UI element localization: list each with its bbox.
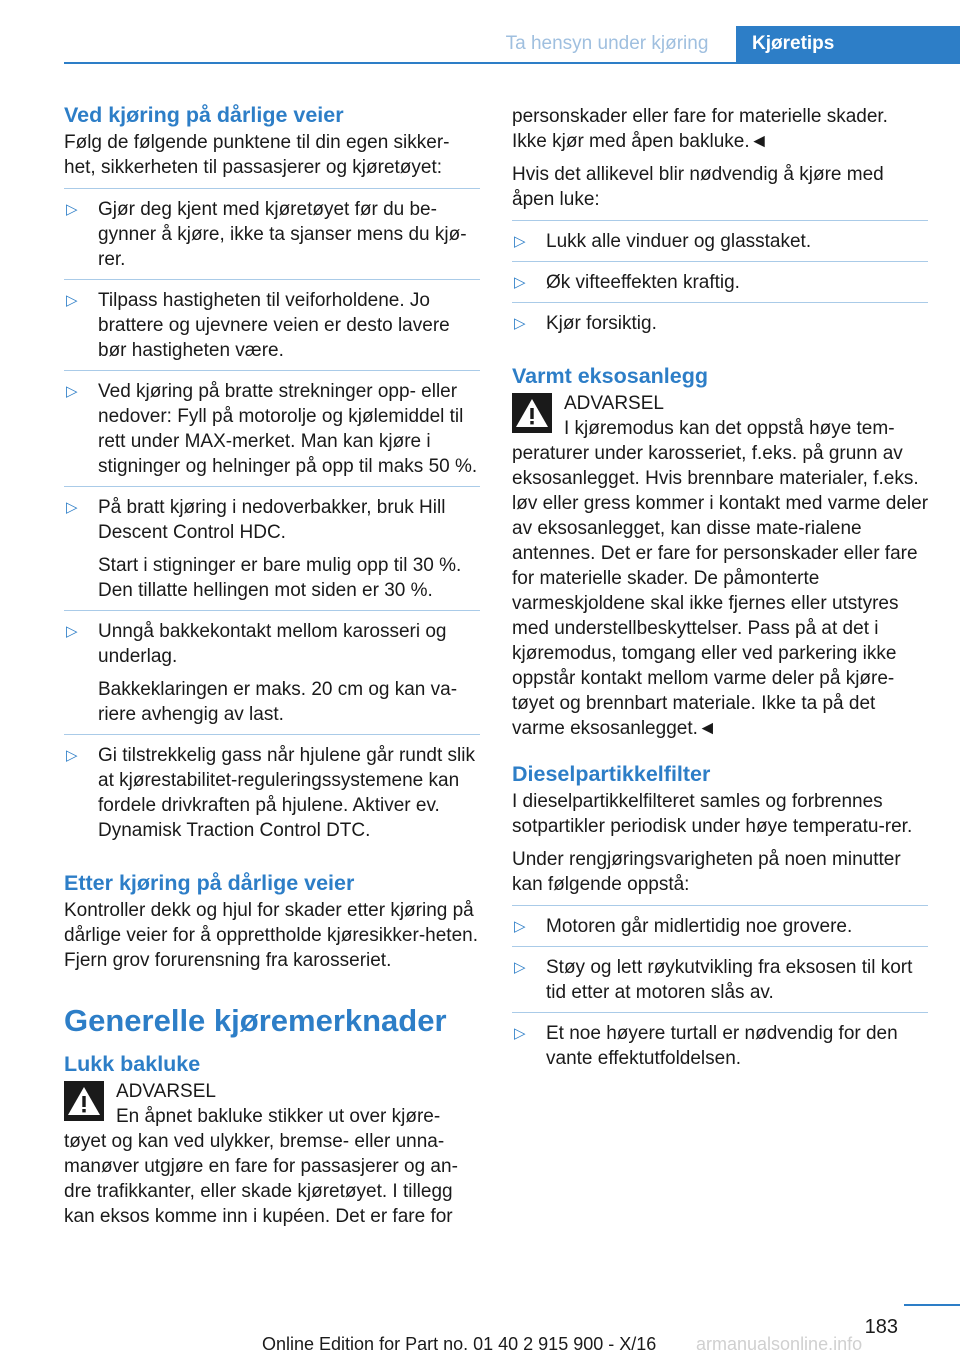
- bullet-triangle-icon: ▷: [514, 315, 526, 332]
- warning-label: ADVARSEL: [564, 393, 664, 414]
- list-item: ▷ Lukk alle vinduer og glasstaket.: [512, 220, 928, 262]
- warning-triangle-icon: [512, 393, 552, 433]
- bullet-triangle-icon: ▷: [66, 383, 78, 400]
- warning-exhaust: [512, 391, 928, 741]
- list-item: ▷ Gi tilstrekkelig gass når hjulene går rundt slik at kjørestabilitet-reguleringssystemene kan fordele drivkraften på hjulene. Aktiver ev. Dynamisk Traction Control DTC.: [66, 745, 476, 841]
- header-chapter-tab[interactable]: Kjøretips: [736, 26, 960, 62]
- list-item: ▷ Øk vifteeffekten kraftig.: [512, 262, 928, 303]
- warning-label: ADVARSEL: [116, 1081, 216, 1102]
- bullet-triangle-icon: ▷: [66, 747, 78, 764]
- heading-after-bad-roads: Etter kjøring på dårlige veier: [64, 871, 355, 895]
- header-rule: [64, 62, 960, 64]
- heading-general-driving-notes: Generelle kjøremerknader: [64, 1003, 447, 1038]
- warning-continuation: personskader eller fare for materielle skader. Ikke kjør med åpen bakluke.◄: [512, 106, 888, 152]
- list-item: ▷ Tilpass hastigheten til veiforholdene. Jo brattere og ujevnere veien er desto lavere bør hastigheten være.: [64, 280, 480, 371]
- header-section-tab[interactable]: Ta hensyn under kjøring: [505, 33, 709, 54]
- page-number: 183: [864, 1316, 898, 1338]
- heading-bad-roads: Ved kjøring på dårlige veier: [64, 103, 344, 127]
- bullet-triangle-icon: ▷: [514, 274, 526, 291]
- bullet-triangle-icon: ▷: [514, 918, 526, 935]
- watermark: armanualsonline.info: [696, 1334, 863, 1354]
- heading-hot-exhaust: Varmt eksosanlegg: [512, 364, 708, 388]
- footer-rule: [904, 1304, 960, 1306]
- list-item: ▷ Støy og lett røykutvikling fra eksosen til kort tid etter at motoren slås av.: [512, 947, 928, 1013]
- bullet-triangle-icon: ▷: [514, 959, 526, 976]
- list-item: ▷ Ved kjøring på bratte strekninger opp- eller nedover: Fyll på motorolje og kjølemiddel til rett under MAX-merket. Man kan kjøre i stigninger og helninger på opp til maks 50 %.: [64, 371, 480, 487]
- list-item: ▷ Unngå bakkekontakt mellom karosseri og underlag. Bakkeklaringen er maks. 20 cm og kan va-riere avhengig av last.: [64, 611, 480, 735]
- bad-roads-list: [64, 188, 480, 850]
- open-tailgate-intro: Hvis det allikevel blir nødvendig å kjøre med åpen luke:: [512, 164, 884, 210]
- bullet-triangle-icon: ▷: [66, 201, 78, 218]
- dpf-list: [512, 905, 928, 1078]
- list-item: ▷ På bratt kjøring i nedoverbakker, bruk Hill Descent Control HDC. Start i stigninger er bare mulig opp til 30 %. Den tillatte hellingen mot siden er 30 %.: [64, 487, 480, 611]
- warning-tailgate: [64, 1079, 480, 1229]
- intro-bad-roads: Følg de følgende punktene til din egen sikker-het, sikkerheten til passasjerer og kjøretøyet:: [64, 132, 450, 178]
- list-item: ▷ Kjør forsiktig.: [514, 313, 657, 334]
- bullet-triangle-icon: ▷: [66, 623, 78, 640]
- bullet-triangle-icon: ▷: [66, 499, 78, 516]
- list-item: ▷ Et noe høyere turtall er nødvendig for den vante effektutfoldelsen.: [514, 1023, 898, 1069]
- bullet-triangle-icon: ▷: [514, 1025, 526, 1042]
- dpf-text-2: Under rengjøringsvarigheten på noen minutter kan følgende oppstå:: [512, 849, 901, 895]
- bullet-triangle-icon: ▷: [514, 233, 526, 250]
- open-tailgate-list: [512, 220, 928, 343]
- warning-text: I kjøremodus kan det oppstå høye tem-peraturer under karosseriet, f.eks. på grunn av eksosanlegget. Hvis brennbare materialer, f.eks. løv eller gress kommer i kontakt med varme deler av eksosanlegget, kan disse mate-rialene antennes. Det er fare for personskader eller fare for materielle skader. De påmonterte varmeskjoldene skal ikke fjernes eller utstyres med understellbeskyttelser. Pass på at det i kjøremodus, tomgang eller ved parkering ikke oppstår kontakt mellom varme deler på kjøre-tøyet og brennbart materiale. Ikke ta på det varme eksosanlegget.◄: [512, 418, 929, 739]
- footer-edition: Online Edition for Part no. 01 40 2 915 900 - X/16: [262, 1334, 657, 1354]
- list-item: ▷ Gjør deg kjent med kjøretøyet før du be-gynner å kjøre, ikke ta sjanser mens du kjø-rer.: [64, 188, 480, 280]
- text-after-bad-roads: Kontroller dekk og hjul for skader etter kjøring på dårlige veier for å opprettholde kjøresikker-heten. Fjern grov forurensning fra karosseriet.: [64, 900, 478, 971]
- list-item: ▷ Motoren går midlertidig noe grovere.: [512, 905, 928, 947]
- left-column: [64, 100, 480, 1229]
- bullet-triangle-icon: ▷: [66, 292, 78, 309]
- right-column: [512, 100, 928, 1078]
- heading-close-tailgate: Lukk bakluke: [64, 1052, 201, 1076]
- warning-triangle-icon: [64, 1081, 104, 1121]
- dpf-text: I dieselpartikkelfilteret samles og forbrennes sotpartikler periodisk under høye temperatu-rer.: [512, 791, 913, 837]
- warning-text: En åpnet bakluke stikker ut over kjøre-tøyet og kan ved ulykker, bremse- eller unna-manøver utgjøre en fare for passasjerer og an-dre trafikkanter, eller skade kjøretøyet. I tillegg kan eksos komme inn i kupéen. Det er fare for: [64, 1106, 458, 1227]
- heading-diesel-particulate-filter: Dieselpartikkelfilter: [512, 762, 711, 786]
